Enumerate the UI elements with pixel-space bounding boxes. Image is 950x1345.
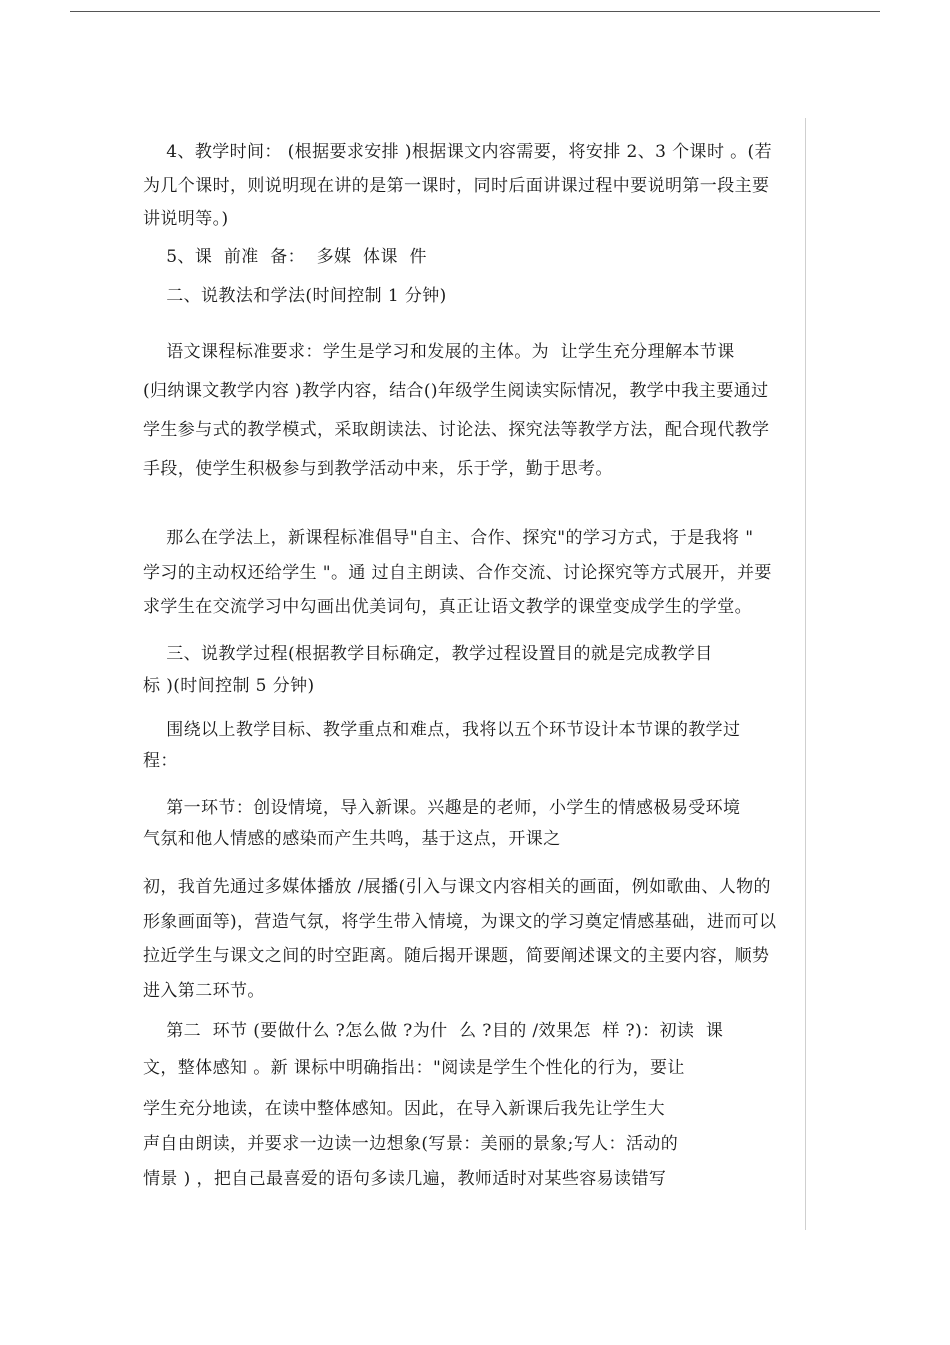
text-line: 为几个课时，则说明现在讲的是第一课时，同时后面讲课过程中要说明第一段主要 bbox=[143, 176, 770, 196]
text-line: 4、教学时间： (根据要求安排 )根据课文内容需要，将安排 2、3 个课时 。(若 bbox=[143, 142, 772, 162]
text-line: 进入第二环节。 bbox=[143, 981, 265, 1001]
text-line: 围绕以上教学目标、教学重点和难点，我将以五个环节设计本节课的教学过 bbox=[143, 720, 741, 740]
text-line: 5、课 前准 备： 多媒 体课 件 bbox=[143, 247, 427, 267]
text-line: 形象画面等)，营造气氛，将学生带入情境，为课文的学习奠定情感基础，进而可以 bbox=[143, 912, 777, 932]
text-line: 文，整体感知 。新 课标中明确指出："阅读是学生个性化的行为，要让 bbox=[143, 1058, 685, 1078]
text-line: 学生充分地读，在读中整体感知。因此，在导入新课后我先让学生大 bbox=[143, 1099, 665, 1119]
text-line: 标 )(时间控制 5 分钟) bbox=[143, 676, 315, 696]
section-heading: 二、说教法和学法(时间控制 1 分钟) bbox=[143, 286, 447, 306]
right-margin-rule bbox=[805, 118, 806, 1230]
text-line: (归纳课文教学内容 )教学内容，结合()年级学生阅读实际情况，教学中我主要通过 bbox=[143, 381, 769, 401]
text-line: 初，我首先通过多媒体播放 /展播(引入与课文内容相关的画面，例如歌曲、人物的 bbox=[143, 877, 771, 897]
text-line: 讲说明等。) bbox=[143, 209, 229, 229]
text-line: 手段，使学生积极参与到教学活动中来，乐于学，勤于思考。 bbox=[143, 459, 613, 479]
text-line: 声自由朗读，并要求一边读一边想象(写景：美丽的景象;写人：活动的 bbox=[143, 1134, 679, 1154]
text-line: 学生参与式的教学模式，采取朗读法、讨论法、探究法等教学方法，配合现代教学 bbox=[143, 420, 770, 440]
text-line: 学习的主动权还给学生 "。通 过自主朗读、合作交流、讨论探究等方式展开，并要 bbox=[143, 563, 772, 583]
text-line: 情景 ) ，把自己最喜爱的语句多读几遍，教师适时对某些容易读错写 bbox=[143, 1169, 667, 1189]
top-rule bbox=[70, 11, 880, 12]
text-line: 求学生在交流学习中勾画出优美词句，真正让语文教学的课堂变成学生的学堂。 bbox=[143, 597, 752, 617]
text-line: 气氛和他人情感的感染而产生共鸣，基于这点，开课之 bbox=[143, 829, 561, 849]
text-line: 第一环节：创设情境，导入新课。兴趣是的老师，小学生的情感极易受环境 bbox=[143, 798, 741, 818]
section-heading: 三、说教学过程(根据教学目标确定，教学过程设置目的就是完成教学目 bbox=[143, 644, 713, 664]
text-line: 语文课程标准要求：学生是学习和发展的主体。为 让学生充分理解本节课 bbox=[143, 342, 735, 362]
text-line: 拉近学生与课文之间的时空距离。随后揭开课题，简要阐述课文的主要内容，顺势 bbox=[143, 946, 770, 966]
text-line: 那么在学法上，新课程标准倡导"自主、合作、探究"的学习方式，于是我将 " bbox=[143, 528, 754, 548]
text-line: 程： bbox=[143, 751, 178, 771]
text-line: 第二 环节 (要做什么 ?怎么做 ?为什 么 ?目的 /效果怎 样 ?)：初读 课 bbox=[143, 1021, 724, 1041]
